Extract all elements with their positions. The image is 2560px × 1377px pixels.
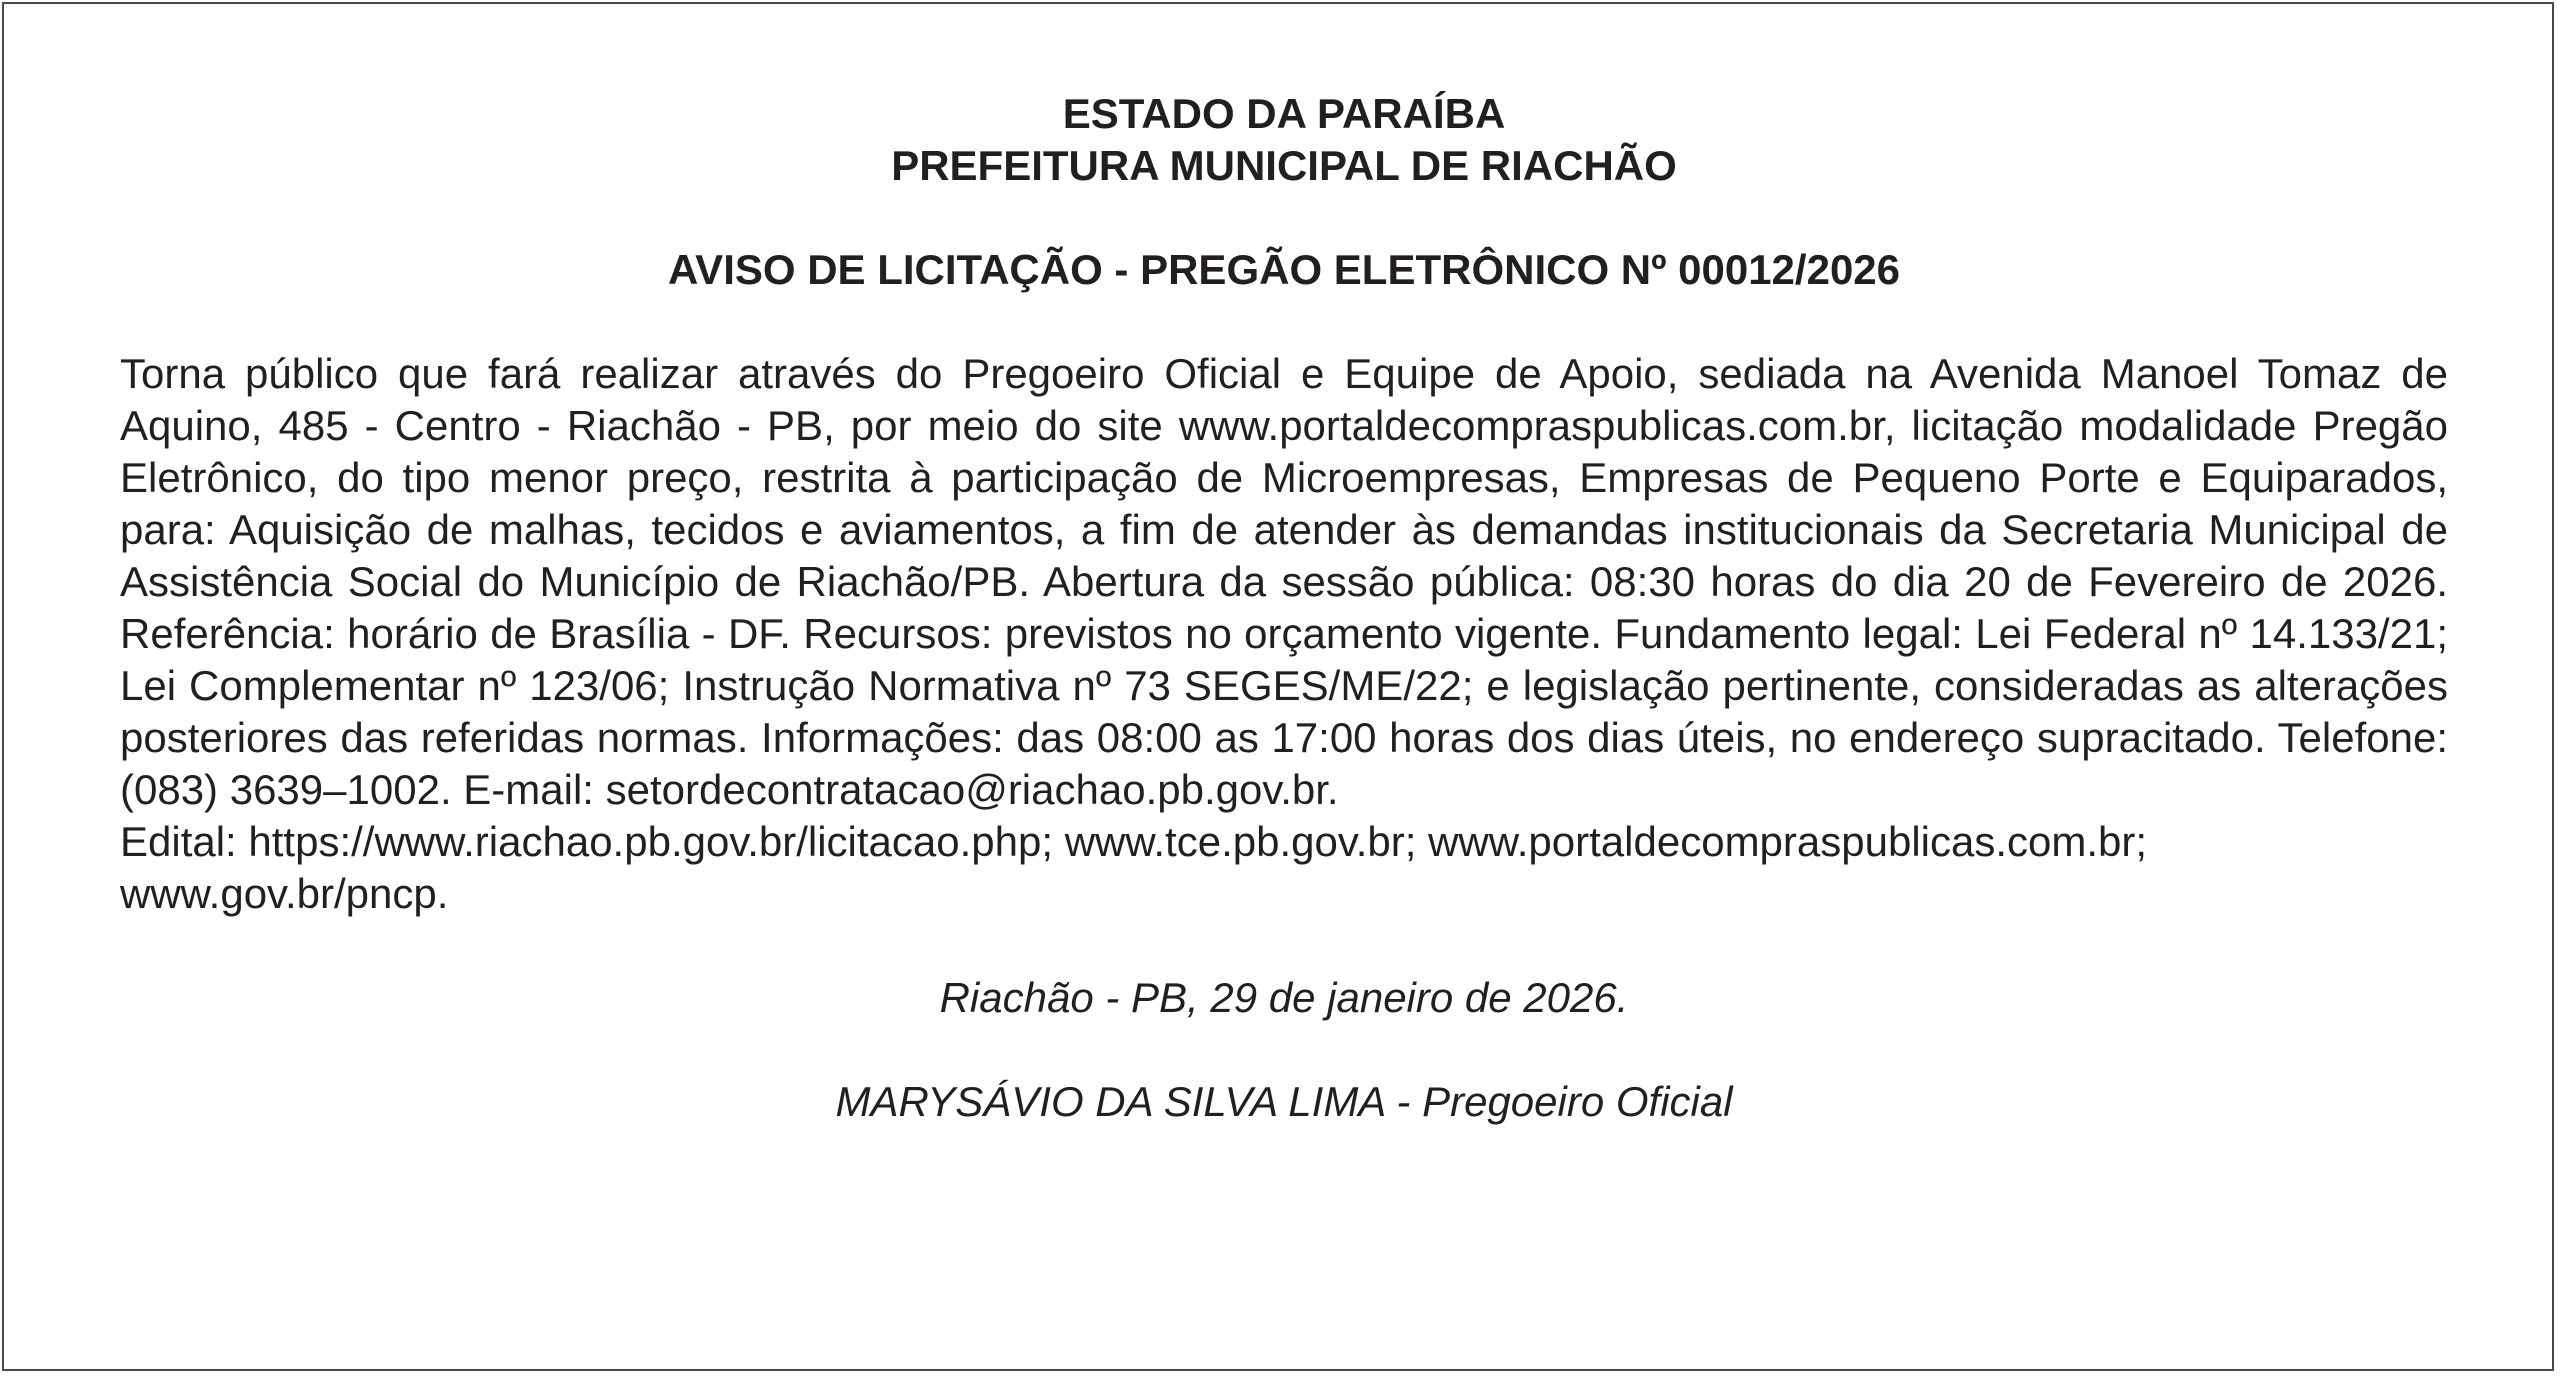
notice-title: AVISO DE LICITAÇÃO - PREGÃO ELETRÔNICO Nº 00012/2026 (667, 246, 1901, 293)
place-date: Riachão - PB, 29 de janeiro de 2026. (939, 974, 1629, 1021)
signature: MARYSÁVIO DA SILVA LIMA - Pregoeiro Oficial (835, 1078, 1733, 1125)
notice-header (120, 88, 2448, 192)
notice-body: Torna público que fará realizar através do Pregoeiro Oficial e Equipe de Apoio, sediada na Avenida Manoel Tomaz de Aquino, 485 - Centro - Riachão - PB, por meio do site www.portaldecompraspublicas.com.br, licitação modalidade Pregão Eletrônico, do tipo menor preço, restrita à participação de Microempresas, Empresas de Pequeno Porte e Equiparados, para: Aquisição de malhas, tecidos e aviamentos, a fim de atender às demandas institucionais da Secretaria Municipal de Assistência Social do Município de Riachão/PB. Abertura da sessão pública: 08:30 horas do dia 20 de Fevereiro de 2026. Referência: horário de Brasília - DF. Recursos: previstos no orçamento vigente. Fundamento legal: Lei Federal nº 14.133/21; Lei Complementar nº 123/06; Instrução Normativa nº 73 SEGES/ME/22; e legislação pertinente, consideradas as alterações posteriores das referidas normas. Informações: das 08:00 as 17:00 horas dos dias úteis, no endereço supracitado. Telefone: (083) 3639–1002. E-mail: setordecontratacao@riachao.pb.gov.br. (120, 350, 2448, 813)
state-name: ESTADO DA PARAÍBA (1062, 90, 1506, 137)
municipality-name: PREFEITURA MUNICIPAL DE RIACHÃO (891, 142, 1677, 189)
notice-frame (2, 2, 2554, 1371)
edital-links: Edital: https://www.riachao.pb.gov.br/licitacao.php; www.tce.pb.gov.br; www.portaldecompraspublicas.com.br; www.gov.br/pncp. (120, 818, 2148, 917)
notice-content (120, 88, 2448, 1128)
